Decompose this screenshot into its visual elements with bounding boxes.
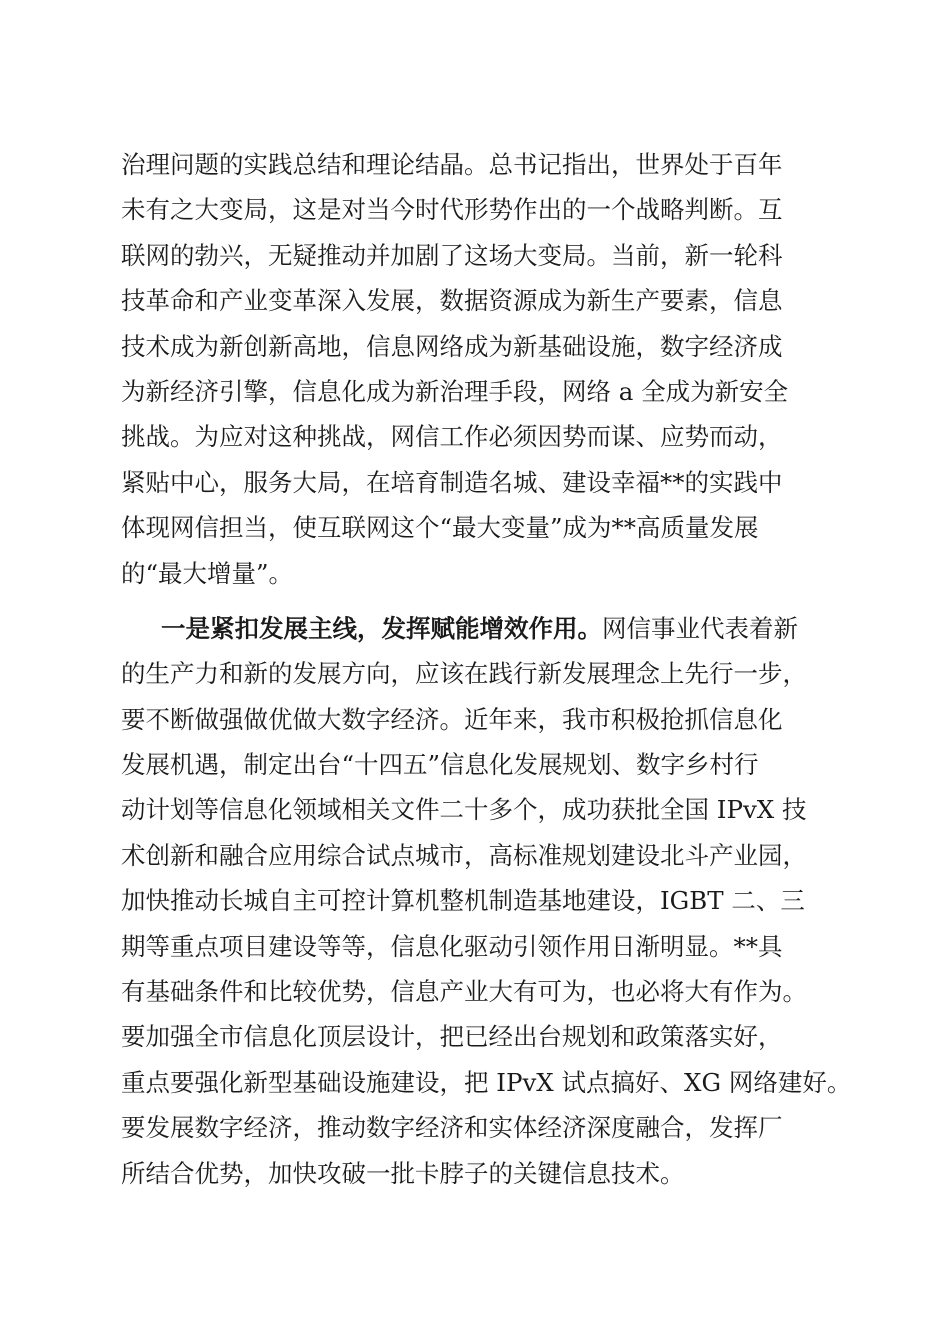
text-line: 要加强全市信息化顶层设计，把已经出台规划和政策落实好， (121, 1022, 783, 1052)
text-line: 加快推动长城自主可控计算机整机制造基地建设，IGBT 二、三 (121, 886, 805, 916)
paragraph-2 (121, 606, 852, 1196)
text-line: 体现网信担当，使互联网这个“最大变量”成为**高质量发展 (121, 513, 759, 543)
body-text (121, 142, 852, 1196)
text-line: 为新经济引擎，信息化成为新治理手段，网络 a 全成为新安全 (121, 376, 789, 406)
text-line: 期等重点项目建设等等，信息化驱动引领作用日渐明显。**具 (121, 931, 783, 961)
text-line: 技革命和产业变革深入发展，数据资源成为新生产要素，信息 (121, 286, 783, 316)
paragraph-2-first-line-text: 网信事业代表着新 (602, 613, 798, 643)
text-line: 技术成为新创新高地，信息网络成为新基础设施，数字经济成 (121, 331, 783, 361)
text-line: 动计划等信息化领域相关文件二十多个，成功获批全国 IPvX 技 (121, 795, 807, 825)
paragraph-spacer (121, 596, 841, 606)
paragraph-2-first-line (121, 606, 841, 651)
text-line: 要发展数字经济，推动数字经济和实体经济深度融合，发挥厂 (121, 1113, 783, 1143)
paragraph-1 (121, 142, 841, 596)
text-line: 发展机遇，制定出台“十四五”信息化发展规划、数字乡村行 (121, 750, 759, 780)
text-line: 未有之大变局，这是对当今时代形势作出的一个战略判断。互 (121, 195, 783, 225)
text-line: 的“最大增量”。 (121, 558, 294, 588)
text-line: 的生产力和新的发展方向，应该在践行新发展理念上先行一步， (121, 659, 807, 689)
text-line: 所结合优势，加快攻破一批卡脖子的关键信息技术。 (121, 1158, 685, 1188)
text-line: 治理问题的实践总结和理论结晶。总书记指出，世界处于百年 (121, 150, 783, 179)
text-line: 联网的勃兴，无疑推动并加剧了这场大变局。当前，新一轮科 (121, 240, 783, 270)
text-line: 重点要强化新型基础设施建设，把 IPvX 试点搞好、XG 网络建好。 (121, 1067, 852, 1097)
text-line: 紧贴中心，服务大局，在培育制造名城、建设幸福**的实践中 (121, 467, 783, 497)
text-line: 挑战。为应对这种挑战，网信工作必须因势而谋、应势而动， (121, 422, 783, 452)
text-line: 术创新和融合应用综合试点城市，高标准规划建设北斗产业园， (121, 840, 807, 870)
text-line: 要不断做强做优做大数字经济。近年来，我市积极抢抓信息化 (121, 704, 783, 734)
text-line: 有基础条件和比较优势，信息产业大有可为，也必将大有作为。 (121, 977, 807, 1007)
paragraph-heading: 一是紧扣发展主线，发挥赋能增效作用。 (161, 613, 602, 643)
